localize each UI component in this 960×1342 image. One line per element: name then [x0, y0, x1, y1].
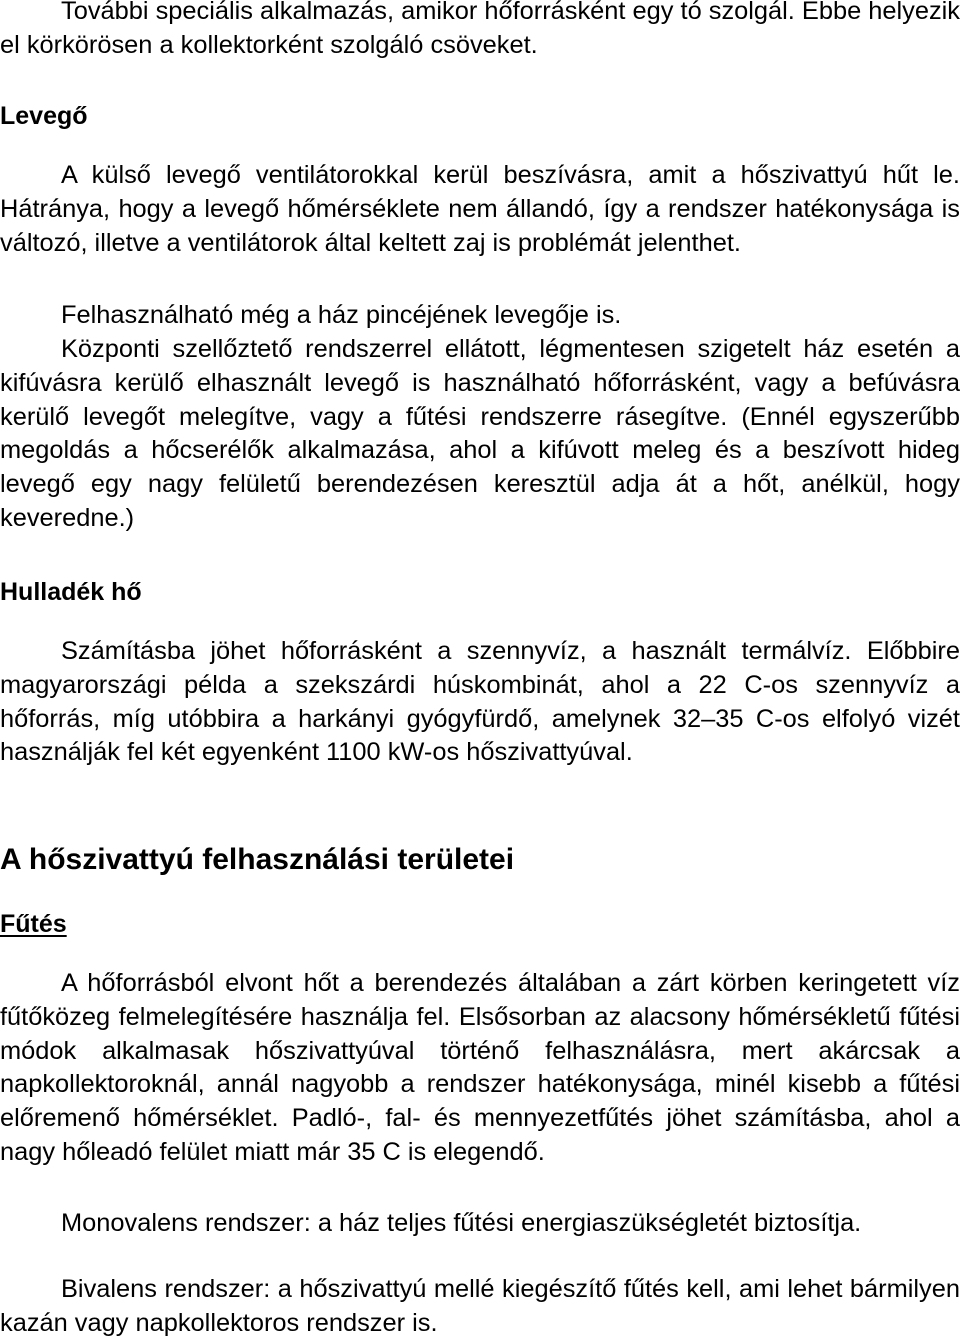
- paragraph-waste-heat: Számításba jöhet hőforrásként a szennyvíz, a használt termálvíz. Előbbire magyarországi példa a szekszárdi húskombinát, ahol a 22 C-os szennyvíz a hőforrás, míg utóbbira a harkányi gyógyfürdő, amelynek 32–35 C-os elfolyó vizét használják fel két egyenként 1100 kW-os hőszivattyúval.: [0, 637, 960, 767]
- paragraph-air-fans: A külső levegő ventilátorokkal kerül beszívásra, amit a hőszivattyú hűt le. Hátránya, hogy a levegő hőmérséklete nem állandó, így a rendszer hatékonysága is változó, illetve a ventilátorok által keltett zaj is problémát jelenthet.: [0, 161, 960, 257]
- heading-air: Levegő: [0, 102, 88, 130]
- heading-heat-pump-uses: A hőszivattyú felhasználási területei: [0, 843, 515, 876]
- paragraph-bivalent: Bivalens rendszer: a hőszivattyú mellé kiegészítő fűtés kell, ami lehet bármilyen kazán vagy napkollektoros rendszer is.: [0, 1275, 960, 1337]
- paragraph-pond-collector: További speciális alkalmazás, amikor hőforrásként egy tó szolgál. Ebbe helyezik el körkörösen a kollektorként szolgáló csöveket.: [0, 0, 960, 59]
- paragraph-monovalent: Monovalens rendszer: a ház teljes fűtési energiaszükségletét biztosítja.: [61, 1209, 862, 1237]
- heading-heating: Fűtés: [0, 910, 67, 938]
- paragraph-heating-water: A hőforrásból elvont hőt a berendezés általában a zárt körben keringetett víz fűtőközeg felmelegítésére használja fel. Elsősorban az alacsony hőmérsékletű fűtési módok alkalmasak hőszivattyúval történő felhasználásra, mert akárcsak a napkollektoroknál, annál nagyobb a rendszer hatékonysága, minél kisebb a fűtési előremenő hőmérséklet. Padló-, fal- és mennyezetfűtés jöhet számításba, ahol a nagy hőleadó felület miatt már 35 C is elegendő.: [0, 969, 960, 1166]
- paragraph-air-ventilation: Központi szellőztető rendszerrel ellátott, légmentesen szigetelt ház esetén a kifúvásra kerülő elhasznált levegő is használható hőforrásként, vagy a befúvásra kerülő levegőt melegítve, vagy a fűtési rendszerre rásegítve. (Ennél egyszerűbb megoldás a hőcserélők alkalmazása, ahol a kifúvott meleg és a beszívott hideg levegő egy nagy felületű berendezésen keresztül adja át a hőt, anélkül, hogy keveredne.): [0, 335, 960, 532]
- heading-waste-heat: Hulladék hő: [0, 578, 142, 606]
- paragraph-air-cellar: Felhasználható még a ház pincéjének levegője is.: [61, 301, 622, 329]
